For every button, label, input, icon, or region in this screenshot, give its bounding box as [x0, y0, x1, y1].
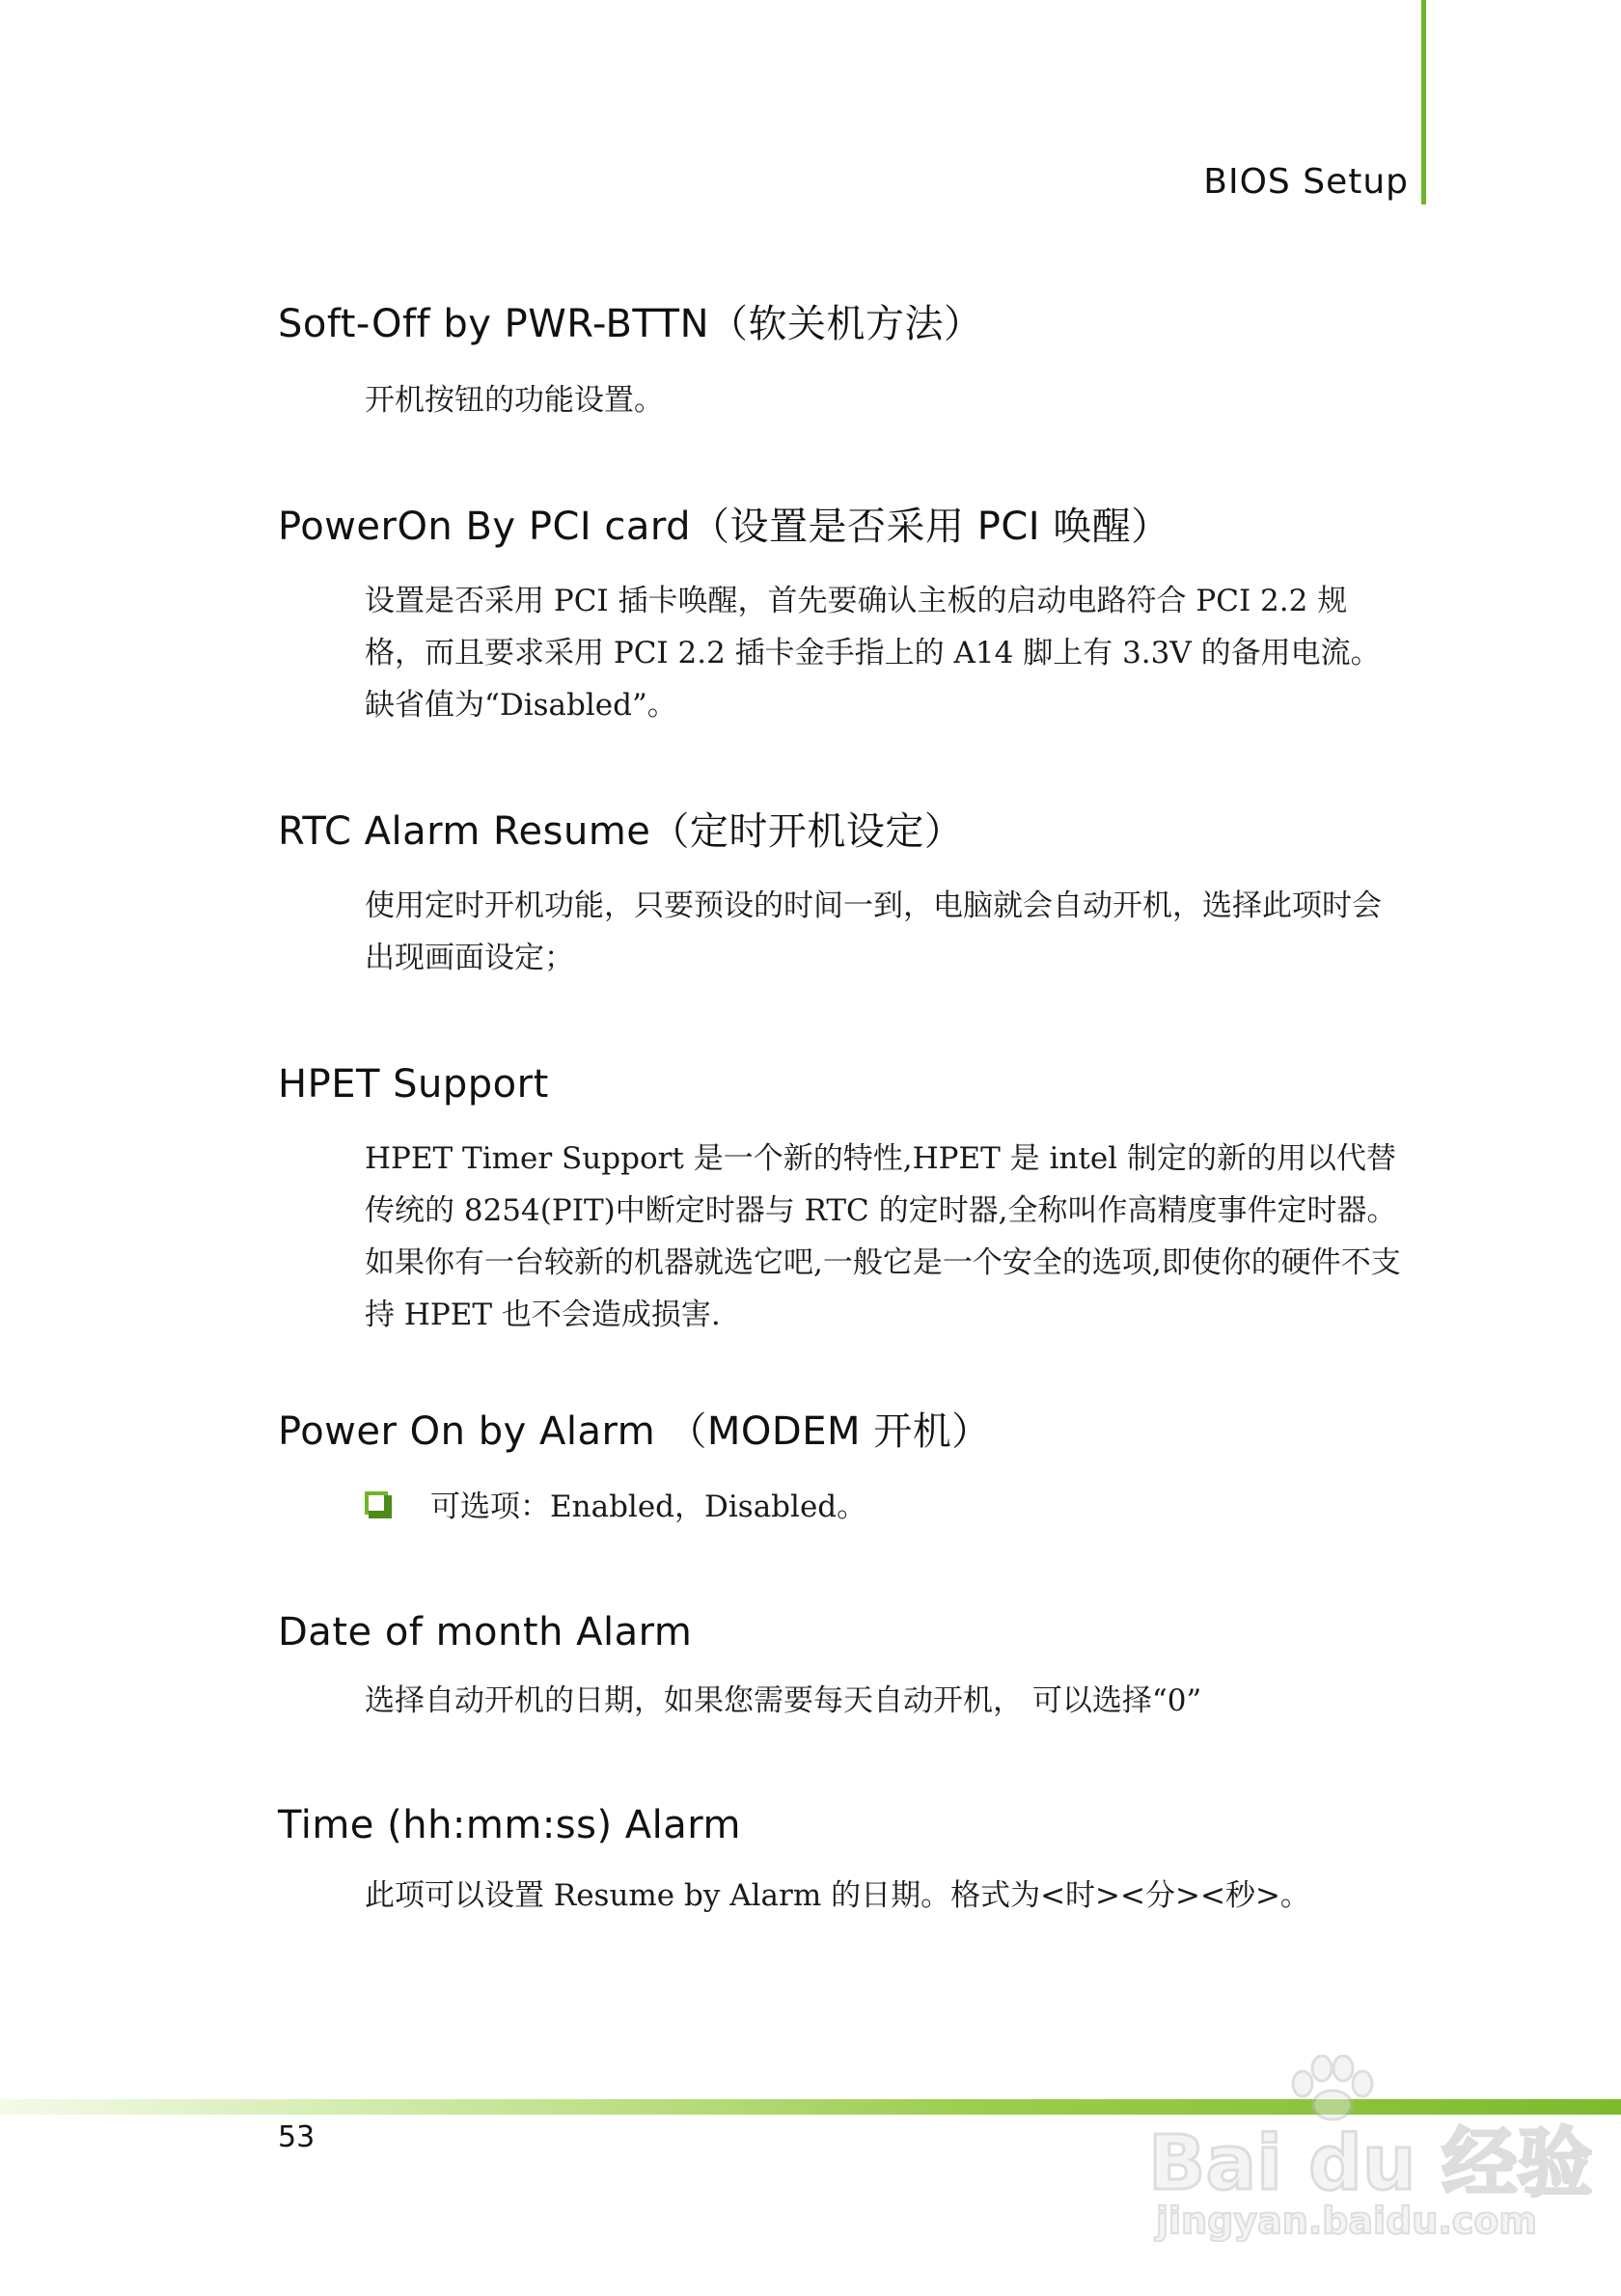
checkbox-bullet-icon: [365, 1491, 388, 1515]
section-heading: Time (hh:mm:ss) Alarm: [278, 1803, 741, 1847]
header-vertical-rule: [1421, 0, 1426, 205]
section-soft-off: [278, 297, 1416, 426]
section-text: 此项可以设置 Resume by Alarm 的日期。格式为<时><分><秒>。: [365, 1878, 1310, 1913]
section-text: 使用定时开机功能，只要预设的时间一到，电脑就会自动开机，选择此项时会出现画面设定；: [365, 888, 1382, 975]
section-text: 开机按钮的功能设置。: [365, 383, 664, 418]
page-number: 53: [278, 2120, 316, 2154]
header-title: BIOS Setup: [1203, 162, 1409, 202]
section-text: HPET Timer Support 是一个新的特性,HPET 是 intel 制定的新的用以代替传统的 8254(PIT)中断定时器与 RTC 的定时器,全称叫作高精度事件定时器。如果你有一台较新的机器就选它吧,一般它是一个安全的选项,即使你的硬件不支持 HPET 也不会造成损害.: [365, 1141, 1401, 1332]
section-rtc-alarm: [278, 805, 1416, 984]
section-date-alarm: [278, 1605, 1416, 1727]
section-heading: Power On by Alarm （MODEM 开机）: [278, 1409, 991, 1454]
baidu-watermark: [1148, 2055, 1593, 2248]
option-bullet: [365, 1476, 1416, 1530]
section-heading: RTC Alarm Resume（定时开机设定）: [278, 809, 964, 854]
section-time-alarm: [278, 1798, 1416, 1922]
section-hpet-support: [278, 1057, 1416, 1341]
section-poweron-pci: [278, 500, 1416, 731]
option-text: 可选项：Enabled，Disabled。: [430, 1489, 867, 1524]
section-heading: Date of month Alarm: [278, 1610, 693, 1654]
section-heading: HPET Support: [278, 1062, 549, 1107]
section-heading: Soft-Off by PWR-BTTN（软关机方法）: [278, 302, 983, 346]
section-text: 设置是否采用 PCI 插卡唤醒，首先要确认主板的启动电路符合 PCI 2.2 规格，而且要求采用 PCI 2.2 插卡金手指上的 A14 脚上有 3.3V 的备用电流。缺省值为“Disabled”。: [365, 584, 1381, 723]
watermark-url: jingyan.baidu.com: [1156, 2200, 1537, 2242]
watermark-logo: Bai du 经验: [1148, 2120, 1593, 2207]
section-heading: PowerOn By PCI card（设置是否采用 PCI 唤醒）: [278, 505, 1170, 549]
section-power-on-alarm: [278, 1405, 1416, 1530]
section-text: 选择自动开机的日期，如果您需要每天自动开机， 可以选择“0”: [365, 1683, 1202, 1718]
